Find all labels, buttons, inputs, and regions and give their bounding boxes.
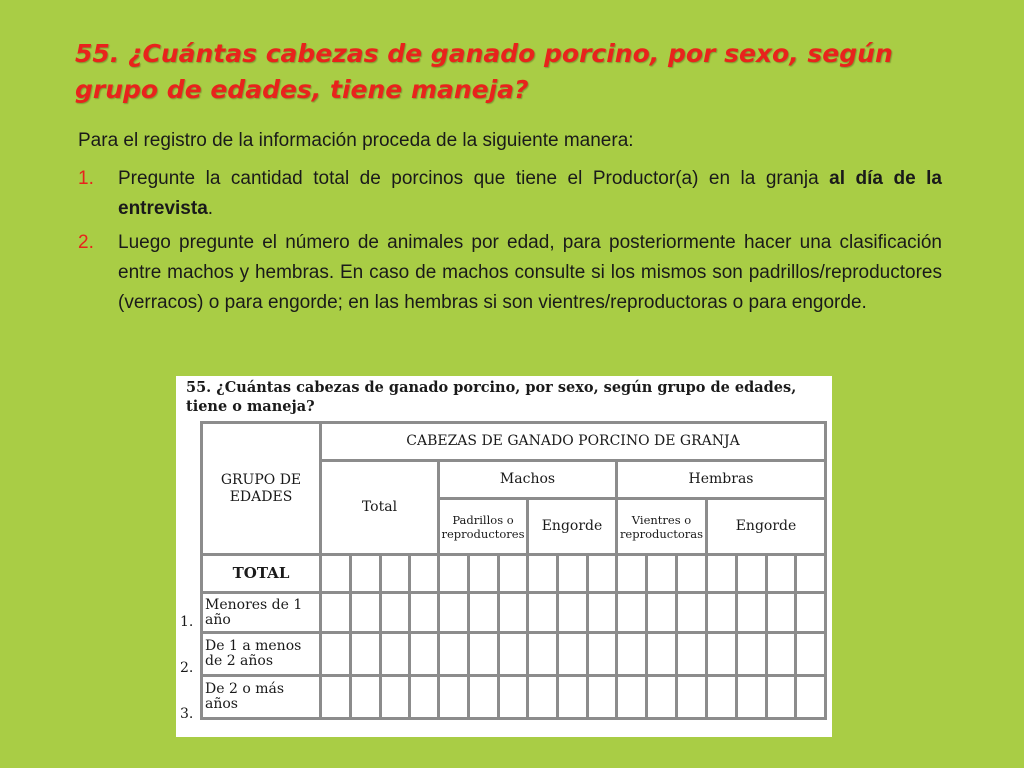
padrillos-header: Padrillos o reproductores: [440, 500, 529, 556]
slide-title: 55. ¿Cuántas cabezas de ganado porcino, por sexo, según grupo de edades, tiene maneja?: [75, 39, 893, 104]
entry-cell: [382, 594, 411, 634]
entry-cell: [678, 634, 708, 677]
entry-cell: [529, 556, 559, 594]
step-text: Luego pregunte el número de animales por edad, para posteriormente hacer una clasificación entre machos y hembras. En caso de machos consulte si los mismos son padrillos/reproductores (verracos) o para engorde; en las hembras si son vientres/reproductoras o para engorde.: [118, 232, 942, 313]
entry-cell: [797, 677, 827, 720]
entry-cell: [768, 634, 797, 677]
entry-cell: [768, 594, 797, 634]
questionnaire-form-image: [176, 376, 832, 737]
livestock-table: [200, 421, 827, 720]
entry-cell: [559, 556, 589, 594]
entry-cell: [411, 594, 440, 634]
vientres-header: Vientres o reproductoras: [618, 500, 708, 556]
entry-cell: [500, 556, 529, 594]
total-row-label: TOTAL: [203, 556, 322, 594]
engorde-hembras-header: Engorde: [708, 500, 827, 556]
intro-text: Para el registro de la información proceda de la siguiente manera:: [78, 130, 634, 151]
instruction-list: [78, 164, 942, 322]
entry-cell: [382, 634, 411, 677]
entry-cell: [678, 556, 708, 594]
entry-cell: [618, 556, 648, 594]
entry-cell: [470, 634, 500, 677]
entry-cell: [322, 634, 352, 677]
table-row: [203, 634, 827, 677]
entry-cell: [708, 634, 738, 677]
age-group-label: De 2 o más años: [203, 677, 322, 720]
group-header: GRUPO DE EDADES: [203, 424, 322, 556]
hembras-header: Hembras: [618, 462, 827, 500]
step-number: 1.: [78, 168, 94, 189]
instruction-step-1: [78, 164, 942, 224]
entry-cell: [352, 634, 382, 677]
step-text: [118, 164, 942, 224]
entry-cell: [411, 556, 440, 594]
age-group-label: De 1 a menos de 2 años: [203, 634, 322, 677]
entry-cell: [500, 634, 529, 677]
entry-cell: [738, 594, 768, 634]
entry-cell: [559, 594, 589, 634]
entry-cell: [440, 556, 470, 594]
entry-cell: [382, 677, 411, 720]
entry-cell: [678, 677, 708, 720]
entry-cell: [352, 594, 382, 634]
entry-cell: [678, 594, 708, 634]
entry-cell: [618, 677, 648, 720]
entry-cell: [589, 594, 618, 634]
entry-cell: [768, 677, 797, 720]
entry-cell: [470, 594, 500, 634]
entry-cell: [529, 677, 559, 720]
entry-cell: [648, 677, 678, 720]
entry-cell: [470, 556, 500, 594]
entry-cell: [797, 556, 827, 594]
entry-cell: [648, 594, 678, 634]
total-header: Total: [322, 462, 440, 556]
entry-cell: [618, 594, 648, 634]
table-row: [203, 594, 827, 634]
entry-cell: [470, 677, 500, 720]
entry-cell: [352, 556, 382, 594]
entry-cell: [648, 634, 678, 677]
entry-cell: [559, 634, 589, 677]
step-number: 2.: [78, 232, 94, 253]
entry-cell: [708, 556, 738, 594]
engorde-machos-header: Engorde: [529, 500, 618, 556]
entry-cell: [440, 594, 470, 634]
entry-cell: [440, 634, 470, 677]
entry-cell: [589, 556, 618, 594]
step-text-plain: Pregunte la cantidad total de porcinos que tiene el Productor(a) en la granja: [118, 168, 830, 189]
machos-header: Machos: [440, 462, 618, 500]
row-number: 3.: [180, 706, 194, 722]
entry-cell: [589, 634, 618, 677]
table-main-header: CABEZAS DE GANADO PORCINO DE GRANJA: [322, 424, 827, 462]
form-question: 55. ¿Cuántas cabezas de ganado porcino, por sexo, según grupo de edades, tiene o maneja?: [186, 379, 797, 415]
step-text-bold: al día de la entrevista: [118, 168, 942, 219]
entry-cell: [411, 634, 440, 677]
entry-cell: [618, 634, 648, 677]
entry-cell: [500, 677, 529, 720]
entry-cell: [322, 556, 352, 594]
entry-cell: [529, 634, 559, 677]
entry-cell: [648, 556, 678, 594]
entry-cell: [797, 594, 827, 634]
instruction-step-2: [78, 228, 942, 318]
entry-cell: [797, 634, 827, 677]
entry-cell: [440, 677, 470, 720]
entry-cell: [708, 594, 738, 634]
entry-cell: [382, 556, 411, 594]
age-group-label: Menores de 1 año: [203, 594, 322, 634]
row-number: 2.: [180, 660, 194, 676]
entry-cell: [322, 677, 352, 720]
entry-cell: [559, 677, 589, 720]
step-text-end: .: [207, 198, 214, 219]
entry-cell: [529, 594, 559, 634]
row-number: 1.: [180, 614, 194, 630]
entry-cell: [768, 556, 797, 594]
entry-cell: [411, 677, 440, 720]
table-row: [203, 677, 827, 720]
entry-cell: [322, 594, 352, 634]
entry-cell: [738, 677, 768, 720]
entry-cell: [589, 677, 618, 720]
entry-cell: [708, 677, 738, 720]
entry-cell: [738, 556, 768, 594]
total-row: [203, 556, 827, 594]
entry-cell: [352, 677, 382, 720]
entry-cell: [738, 634, 768, 677]
entry-cell: [500, 594, 529, 634]
